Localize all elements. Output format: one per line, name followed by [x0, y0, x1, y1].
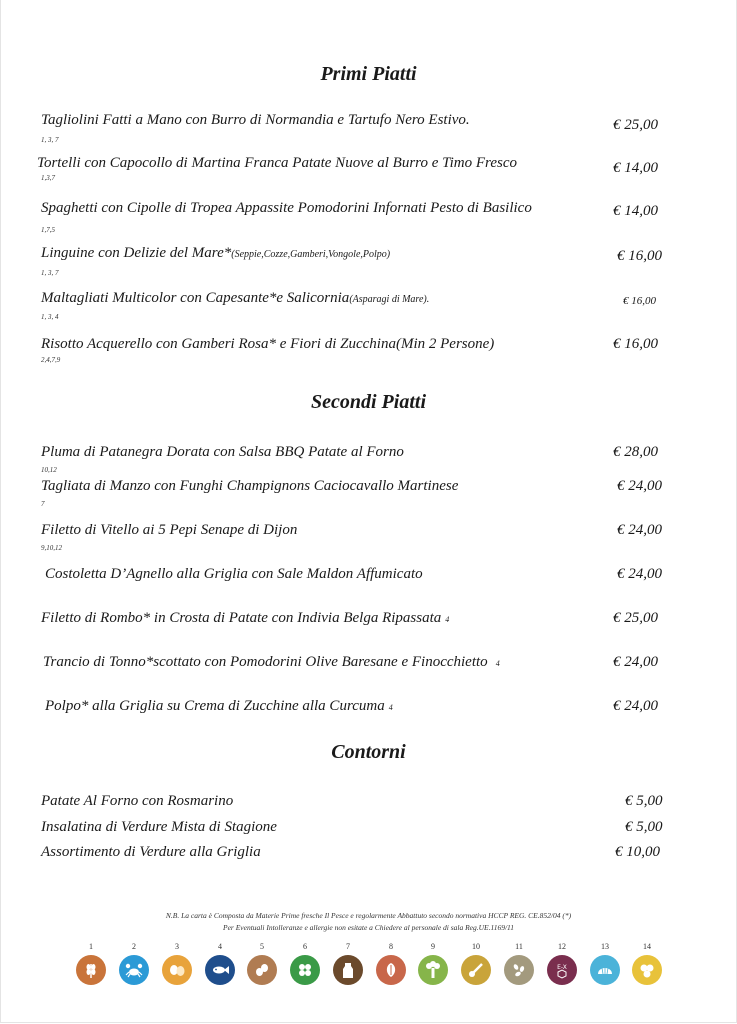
allergen-10	[459, 942, 493, 985]
allergen-codes: 2,4,7,9	[41, 356, 61, 364]
dish-price: € 25,00	[613, 117, 658, 133]
allergen-codes: 10,12	[41, 466, 57, 474]
allergen-number: 13	[601, 942, 609, 951]
dish-price: € 24,00	[617, 522, 662, 538]
dish-price: € 16,00	[617, 248, 662, 264]
dish-name: Tagliata di Manzo con Funghi Champignons Caciocavallo Martinese	[41, 478, 459, 494]
allergen-number: 4	[218, 942, 222, 951]
allergen-number: 7	[346, 942, 350, 951]
dish-title: Linguine con Delizie del Mare*	[41, 245, 232, 261]
dish-title: Risotto Acquerello con Gamberi Rosa* e Fiori di Zucchina	[41, 336, 396, 352]
dish-name	[45, 698, 393, 715]
dish-name	[43, 654, 500, 671]
nut-icon	[376, 955, 406, 985]
eggs-icon	[162, 955, 192, 985]
allergen-codes: 1, 3, 4	[41, 313, 59, 321]
allergen-11	[502, 942, 536, 985]
dish-name	[41, 290, 429, 307]
section-title-secondi: Secondi Piatti	[311, 391, 426, 413]
allergen-number: 9	[431, 942, 435, 951]
dish-name	[41, 245, 390, 262]
dish-title: Polpo* alla Griglia su Crema di Zucchine alla Curcuma	[45, 698, 385, 714]
allergen-12	[545, 942, 579, 985]
dish-name: Pluma di Patanegra Dorata con Salsa BBQ Patate al Forno	[41, 444, 404, 460]
dish-title-suffix: (Min 2 Persone)	[395, 336, 495, 352]
sulphite-icon	[547, 955, 577, 985]
dish-price: € 5,00	[625, 793, 663, 809]
allergen-2	[117, 942, 151, 985]
allergen-number: 3	[175, 942, 179, 951]
dish-price: € 28,00	[613, 444, 658, 460]
dish-price: € 24,00	[617, 478, 662, 494]
mollusc-icon	[590, 955, 620, 985]
fish-icon	[205, 955, 235, 985]
sesame-icon	[504, 955, 534, 985]
dish-name: Tortelli con Capocollo di Martina Franca Patate Nuove al Burro e Timo Fresco	[37, 155, 517, 171]
dish-price: € 24,00	[613, 654, 658, 670]
allergen-number: 6	[303, 942, 307, 951]
dish-price: € 14,00	[613, 160, 658, 176]
mustard-icon	[461, 955, 491, 985]
dish-name: Insalatina di Verdure Mista di Stagione	[41, 819, 277, 835]
dish-title: Maltagliati Multicolor con Capesante*e Salicornia	[41, 290, 350, 306]
allergen-codes: 1,7,5	[41, 226, 55, 234]
dish-name: Spaghetti con Cipolle di Tropea Appassite Pomodorini Infornati Pesto di Basilico	[41, 200, 532, 216]
footer-note-haccp: N.B. La carta è Composta da Materie Prime fresche Il Pesce e regolarmente Abbattuto secondo normativa HCCP REG. CE.852/04 (*)	[165, 911, 572, 920]
allergen-number: 10	[472, 942, 480, 951]
allergen-13	[588, 942, 622, 985]
allergen-number: 1	[89, 942, 93, 951]
dish-name	[41, 610, 449, 627]
svg-text:E-X: E-X	[557, 964, 567, 971]
peanut-icon	[247, 955, 277, 985]
soy-icon	[290, 955, 320, 985]
dish-name: Filetto di Vitello ai 5 Pepi Senape di Dijon	[41, 522, 298, 538]
dish-price: € 24,00	[613, 698, 658, 714]
allergen-number: 14	[643, 942, 651, 951]
allergen-codes: 4	[495, 659, 500, 668]
dish-name	[41, 336, 494, 353]
dish-price: € 16,00	[613, 336, 658, 352]
section-title-contorni: Contorni	[331, 741, 406, 763]
dish-price: € 25,00	[613, 610, 658, 626]
dish-note: (Seppie,Cozze,Gamberi,Vongole,Polpo)	[231, 249, 391, 260]
dish-name: Costoletta D’Agnello alla Griglia con Sale Maldon Affumicato	[45, 566, 423, 582]
allergen-codes: 4	[388, 703, 393, 712]
allergen-4	[203, 942, 237, 985]
dish-note: (Asparagi di Mare).	[349, 294, 430, 305]
allergen-1	[74, 942, 108, 985]
allergen-codes: 1,3,7	[41, 174, 55, 182]
dish-price: € 10,00	[615, 844, 660, 860]
allergen-number: 12	[558, 942, 566, 951]
celery-icon	[418, 955, 448, 985]
allergen-8	[374, 942, 408, 985]
allergen-3	[160, 942, 194, 985]
lupin-icon	[632, 955, 662, 985]
allergen-number: 11	[515, 942, 523, 951]
crab-icon	[119, 955, 149, 985]
dish-name: Tagliolini Fatti a Mano con Burro di Normandia e Tartufo Nero Estivo.	[41, 112, 470, 128]
allergen-number: 5	[260, 942, 264, 951]
allergen-codes: 9,10,12	[41, 544, 62, 552]
allergen-codes: 1, 3, 7	[41, 136, 59, 144]
dish-price: € 16,00	[623, 295, 656, 307]
milk-icon	[333, 955, 363, 985]
dish-price: € 14,00	[613, 203, 658, 219]
section-title-primi: Primi Piatti	[320, 63, 417, 85]
dish-name: Patate Al Forno con Rosmarino	[41, 793, 234, 809]
wheat-icon	[76, 955, 106, 985]
dish-price: € 5,00	[625, 819, 663, 835]
allergen-codes: 7	[41, 500, 45, 508]
allergen-codes: 4	[445, 615, 450, 624]
dish-name: Assortimento di Verdure alla Griglia	[41, 844, 261, 860]
allergen-number: 2	[132, 942, 136, 951]
dish-price: € 24,00	[617, 566, 662, 582]
allergen-9	[416, 942, 450, 985]
allergen-number: 8	[389, 942, 393, 951]
dish-title: Filetto di Rombo* in Crosta di Patate con Indivia Belga Ripassata	[41, 610, 442, 626]
allergen-6	[288, 942, 322, 985]
footer-note-allergies: Per Eventuali Intolleranze e allergie non esitate a Chiedere al personale di sala Reg.UE.1169/11	[223, 923, 514, 932]
dish-title: Trancio di Tonno*scottato con Pomodorini Olive Baresane e Finocchietto	[43, 654, 488, 670]
allergen-7	[331, 942, 365, 985]
allergen-5	[245, 942, 279, 985]
allergen-codes: 1, 3, 7	[41, 269, 59, 277]
allergen-14	[630, 942, 664, 985]
